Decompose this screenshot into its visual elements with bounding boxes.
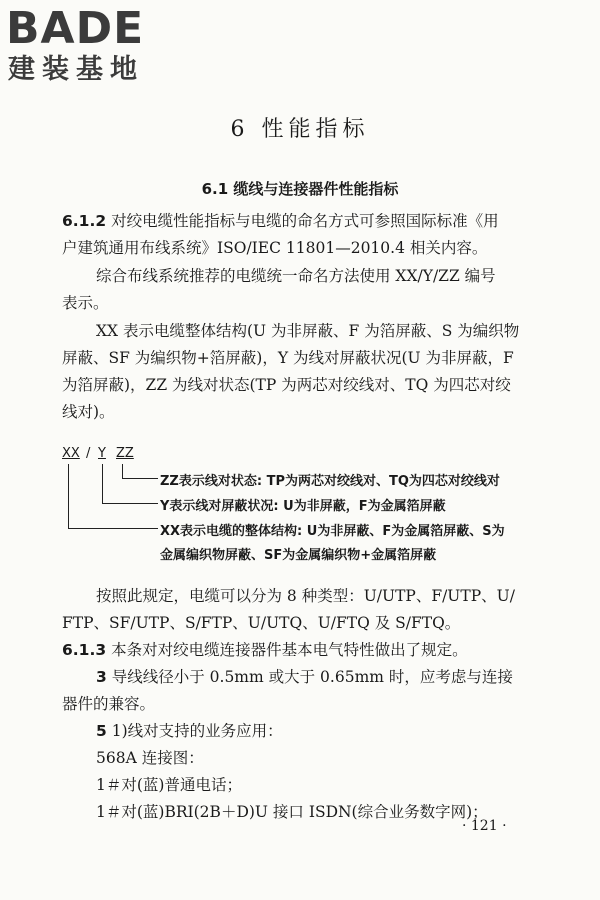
xx-line4: 线对)。 — [62, 403, 115, 421]
y-connector-horizontal — [102, 503, 158, 504]
bade-logo — [6, 4, 176, 88]
xx-line3: 为箔屏蔽)，ZZ 为线对状态(TP 为两芯对绞线对、TQ 为四芯对绞 — [62, 376, 511, 394]
para-612-line1 — [62, 208, 499, 235]
item3-line2: 器件的兼容。 — [62, 695, 156, 713]
item5-line — [96, 718, 283, 745]
connection-diagram-label: 568A 连接图： — [96, 749, 204, 767]
item3-line1 — [96, 664, 513, 691]
xx-connector-vertical — [68, 464, 69, 529]
item3-number: 3 — [96, 668, 107, 686]
zz-description: ZZ表示线对状态: TP为两芯对绞线对、TQ为四芯对绞线对 — [160, 474, 500, 489]
clause-number-612: 6.1.2 — [62, 212, 107, 230]
section-title: 6.1 缆线与连接器件性能指标 — [201, 180, 399, 198]
para-613 — [62, 637, 468, 664]
pair1-phone: 1＃对(蓝)普通电话； — [96, 776, 242, 794]
code-y: Y — [98, 446, 106, 461]
y-connector-vertical — [102, 464, 103, 504]
xx-line1: XX 表示电缆整体结构(U 为非屏蔽、F 为箔屏蔽、S 为编织物 — [96, 322, 520, 340]
para-613-text: 本条对对绞电缆连接器件基本电气特性做出了规定。 — [111, 641, 468, 659]
naming-line1: 综合布线系统推荐的电缆统一命名方法使用 XX/Y/ZZ 编号 — [96, 267, 496, 285]
naming-line2: 表示。 — [62, 294, 109, 312]
code-xx: XX — [62, 446, 80, 461]
logo-subtitle: 建装基地 — [8, 54, 144, 85]
types-line2: FTP、SF/UTP、S/FTP、U/UTQ、U/FTQ 及 S/FTQ。 — [62, 614, 461, 632]
pair1-isdn: 1＃对(蓝)BRI(2B＋D)U 接口 ISDN(综合业务数字网)； — [96, 803, 488, 821]
xx-description-line1: XX表示电缆的整体结构: U为非屏蔽、F为金属箔屏蔽、S为 — [160, 524, 505, 539]
item5-text: 1)线对支持的业务应用： — [111, 722, 283, 740]
item5-number: 5 — [96, 722, 107, 740]
para-612-line2: 户建筑通用布线系统》ISO/IEC 11801—2010.4 相关内容。 — [62, 239, 488, 257]
chapter-title: 6 性能指标 — [230, 117, 370, 142]
logo-brand: BADE — [6, 3, 145, 54]
y-description: Y表示线对屏蔽状况: U为非屏蔽，F为金属箔屏蔽 — [160, 499, 446, 514]
para-612-text-1: 对绞电缆性能指标与电缆的命名方式可参照国际标准《用 — [111, 212, 499, 230]
zz-connector-vertical — [122, 464, 123, 479]
code-zz: ZZ — [116, 446, 134, 461]
page-number: · 121 · — [462, 818, 507, 834]
types-line1: 按照此规定，电缆可以分为 8 种类型：U/UTP、F/UTP、U/ — [96, 587, 515, 605]
xx-line2: 屏蔽、SF 为编织物+箔屏蔽)，Y 为线对屏蔽状况(U 为非屏蔽，F — [62, 349, 514, 367]
clause-number-613: 6.1.3 — [62, 641, 107, 659]
code-slash: / — [86, 446, 91, 461]
xx-description-line2: 金属编织物屏蔽、SF为金属编织物+金属箔屏蔽 — [160, 548, 437, 563]
naming-diagram — [62, 440, 582, 570]
zz-connector-horizontal — [122, 478, 158, 479]
item3-text: 导线线径小于 0.5mm 或大于 0.65mm 时，应考虑与连接 — [111, 668, 513, 686]
xx-connector-horizontal — [68, 528, 158, 529]
